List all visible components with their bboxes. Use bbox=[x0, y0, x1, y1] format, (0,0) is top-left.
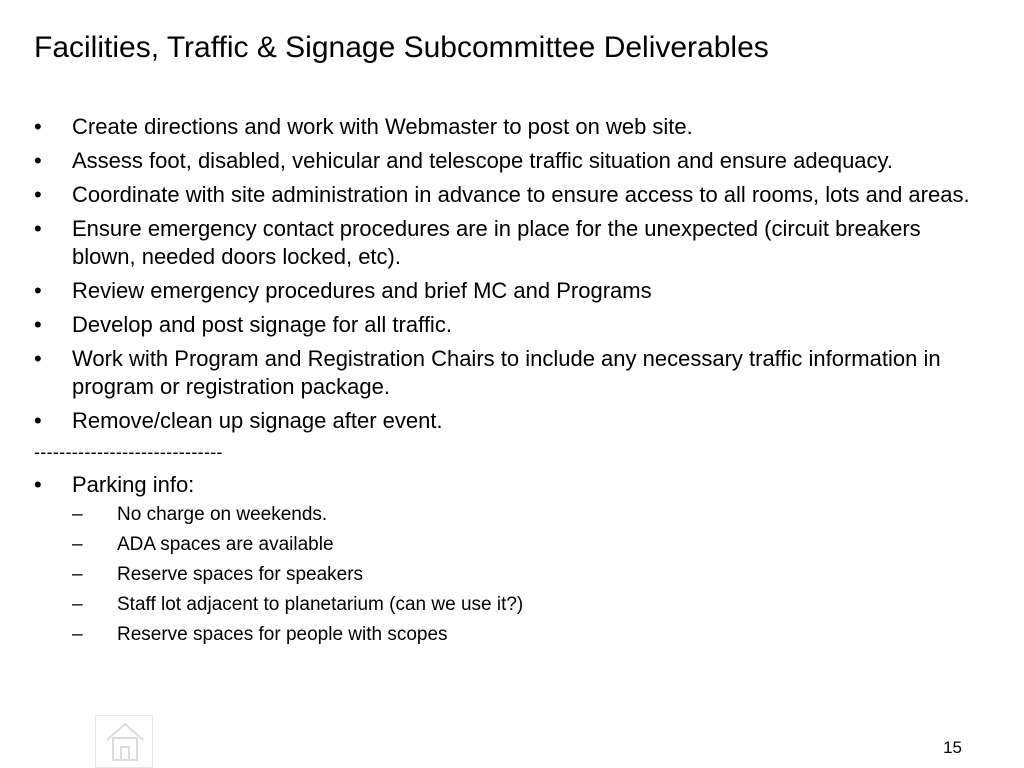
sub-list-item-text: No charge on weekends. bbox=[117, 504, 328, 525]
bullet-marker: • bbox=[34, 148, 42, 173]
dash-marker: – bbox=[72, 534, 83, 555]
sub-list-item bbox=[72, 563, 974, 587]
home-icon bbox=[104, 720, 146, 764]
sub-list-item-text: Reserve spaces for speakers bbox=[117, 564, 364, 585]
bullet-marker: • bbox=[34, 278, 42, 303]
bullet-marker: • bbox=[34, 216, 42, 241]
home-button[interactable] bbox=[95, 715, 153, 768]
sub-list-item-text: Reserve spaces for people with scopes bbox=[117, 624, 448, 645]
list-item-text: Ensure emergency contact procedures are in place for the unexpected (circuit breakers blown, needed doors locked, etc). bbox=[72, 216, 921, 269]
parking-info-label: Parking info: bbox=[72, 472, 195, 497]
parking-info-item bbox=[34, 471, 974, 647]
list-item-text: Remove/clean up signage after event. bbox=[72, 408, 443, 433]
dash-marker: – bbox=[72, 564, 83, 585]
list-item bbox=[34, 181, 974, 209]
list-item-text: Develop and post signage for all traffic. bbox=[72, 312, 452, 337]
list-item-text: Coordinate with site administration in advance to ensure access to all rooms, lots and areas. bbox=[72, 182, 970, 207]
divider-text: ------------------------------ bbox=[34, 442, 223, 462]
parking-sub-list bbox=[72, 503, 974, 647]
bullet-marker: • bbox=[34, 182, 42, 207]
list-item-text: Create directions and work with Webmaster to post on web site. bbox=[72, 114, 693, 139]
list-item bbox=[34, 345, 974, 401]
list-item bbox=[34, 215, 974, 271]
list-item bbox=[34, 407, 974, 435]
bullet-marker: • bbox=[34, 472, 42, 497]
deliverables-list bbox=[34, 113, 974, 435]
dash-marker: – bbox=[72, 594, 83, 615]
list-item bbox=[34, 277, 974, 305]
dash-marker: – bbox=[72, 504, 83, 525]
list-item-text: Work with Program and Registration Chairs to include any necessary traffic information in program or registration package. bbox=[72, 346, 941, 399]
bullet-marker: • bbox=[34, 114, 42, 139]
bullet-marker: • bbox=[34, 408, 42, 433]
sub-list-item bbox=[72, 623, 974, 647]
list-item bbox=[34, 311, 974, 339]
list-item bbox=[34, 147, 974, 175]
sub-list-item-text: ADA spaces are available bbox=[117, 534, 334, 555]
list-item bbox=[34, 113, 974, 141]
parking-list bbox=[34, 471, 974, 647]
slide-content bbox=[34, 113, 974, 653]
bullet-marker: • bbox=[34, 312, 42, 337]
sub-list-item bbox=[72, 533, 974, 557]
bullet-marker: • bbox=[34, 346, 42, 371]
sub-list-item-text: Staff lot adjacent to planetarium (can we use it?) bbox=[117, 594, 524, 615]
list-item-text: Review emergency procedures and brief MC and Programs bbox=[72, 278, 652, 303]
list-item-text: Assess foot, disabled, vehicular and telescope traffic situation and ensure adequacy. bbox=[72, 148, 894, 173]
slide-title: Facilities, Traffic & Signage Subcommittee Deliverables bbox=[34, 31, 769, 64]
sub-list-item bbox=[72, 503, 974, 527]
dash-marker: – bbox=[72, 624, 83, 645]
page-number: 15 bbox=[943, 738, 962, 757]
sub-list-item bbox=[72, 593, 974, 617]
